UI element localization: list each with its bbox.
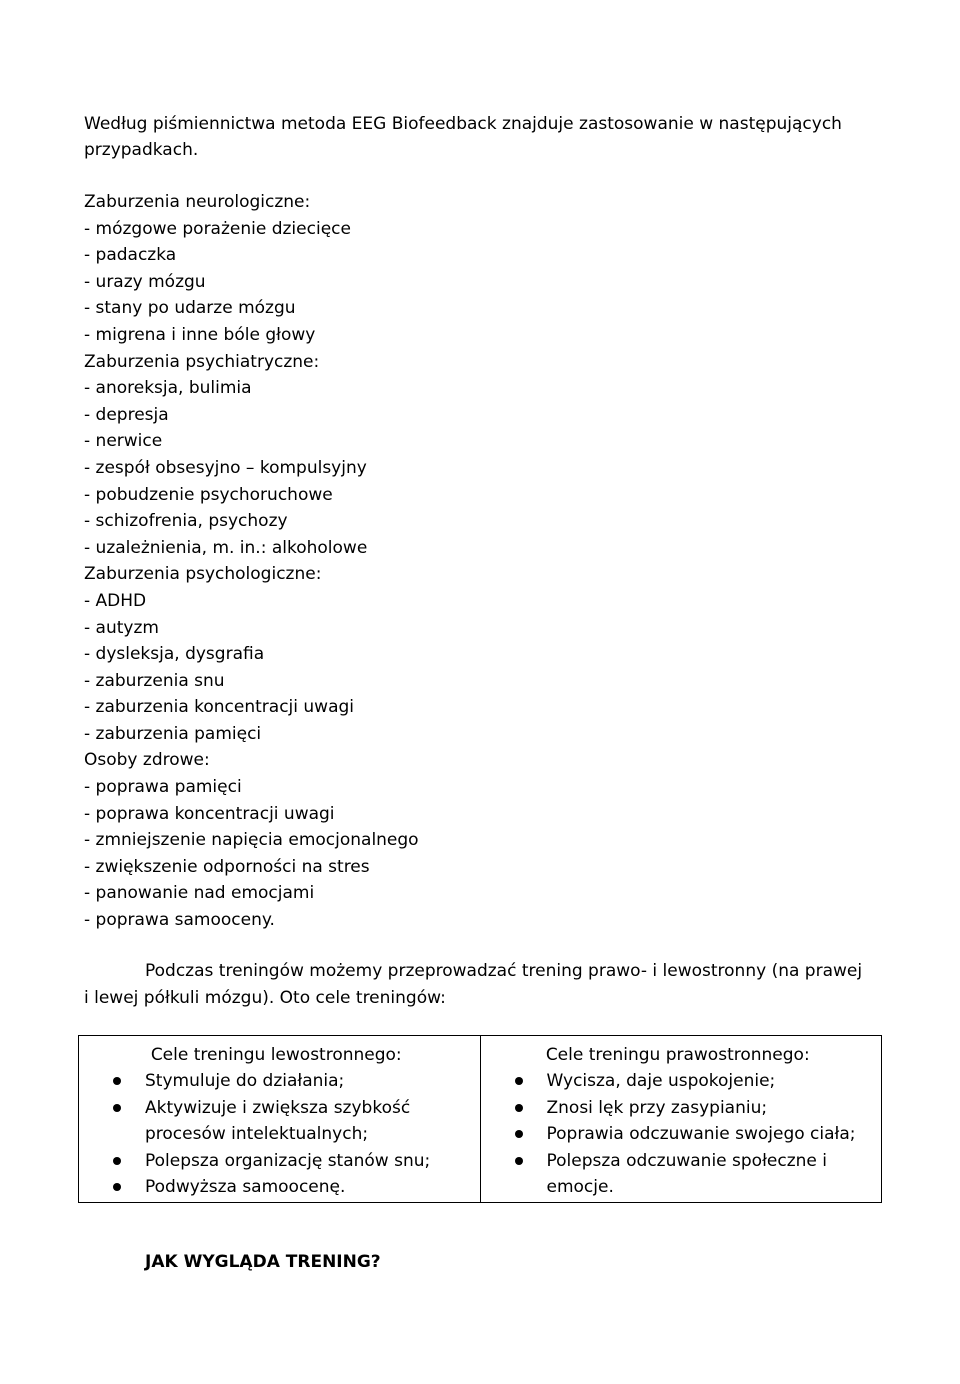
- list-item: - zaburzenia pamięci: [84, 723, 262, 744]
- list-item: - pobudzenie psychoruchowe: [84, 484, 333, 505]
- list-item: - uzależnienia, m. in.: alkoholowe: [84, 537, 368, 558]
- list-item: Podwyższa samoocenę.: [79, 1174, 474, 1200]
- section-heading: JAK WYGLĄDA TRENING?: [145, 1252, 381, 1272]
- list-item: - depresja: [84, 404, 169, 425]
- list-item: - nerwice: [84, 431, 163, 452]
- bullet-icon: [515, 1157, 523, 1165]
- list-item: - poprawa samooceny.: [84, 910, 275, 931]
- training-goals-table: [78, 1035, 882, 1203]
- bullet-icon: [113, 1104, 121, 1112]
- list-item: - stany po udarze mózgu: [84, 298, 296, 319]
- bullet-icon: [515, 1077, 523, 1085]
- training-paragraph: [84, 958, 884, 1012]
- list-item: Poprawia odczuwanie swojego ciała;: [481, 1121, 876, 1147]
- list-item: Aktywizuje i zwiększa szybkość procesów intelektualnych;: [79, 1095, 474, 1148]
- bullet-icon: [515, 1104, 523, 1112]
- right-goals-list: [481, 1068, 876, 1200]
- list-item: Znosi lęk przy zasypianiu;: [481, 1095, 876, 1121]
- bullet-icon: [113, 1077, 121, 1085]
- list-item: - anoreksja, bulimia: [84, 378, 252, 399]
- bullet-icon: [515, 1130, 523, 1138]
- list-item: - schizofrenia, psychozy: [84, 511, 288, 532]
- left-goals-header: Cele treningu lewostronnego:: [150, 1045, 402, 1065]
- list-item: - autyzm: [84, 617, 159, 638]
- list-item: Polepsza odczuwanie społeczne i emocje.: [481, 1148, 876, 1201]
- list-item: - zwiększenie odporności na stres: [84, 856, 370, 877]
- right-goals-cell: [480, 1036, 882, 1203]
- list-item: - urazy mózgu: [84, 271, 206, 292]
- list-item: - poprawa pamięci: [84, 777, 242, 798]
- list-item: - dysleksja, dysgrafia: [84, 644, 265, 665]
- category-heading: Zaburzenia psychologiczne:: [84, 564, 322, 585]
- list-item: - ADHD: [84, 590, 147, 611]
- bullet-icon: [113, 1183, 121, 1191]
- left-goals-list: [79, 1068, 474, 1200]
- list-item: - mózgowe porażenie dziecięce: [84, 218, 351, 239]
- list-item: Stymuluje do działania;: [79, 1068, 474, 1094]
- list-item: - padaczka: [84, 245, 177, 266]
- left-goals-cell: [79, 1036, 481, 1203]
- list-item: - zespół obsesyjno – kompulsyjny: [84, 457, 367, 478]
- list-item: - poprawa koncentracji uwagi: [84, 803, 335, 824]
- list-item: - panowanie nad emocjami: [84, 883, 315, 904]
- list-item: - zaburzenia koncentracji uwagi: [84, 697, 355, 718]
- list-item: - migrena i inne bóle głowy: [84, 324, 316, 345]
- intro-line-2: przypadkach.: [84, 140, 199, 160]
- indications-list: [84, 189, 419, 934]
- list-item: Wycisza, daje uspokojenie;: [481, 1068, 876, 1094]
- intro-line-1: Według piśmiennictwa metoda EEG Biofeedback znajduje zastosowanie w następujących: [84, 114, 842, 134]
- right-goals-header: Cele treningu prawostronnego:: [545, 1045, 810, 1065]
- category-heading: Zaburzenia neurologiczne:: [84, 192, 311, 212]
- category-heading: Zaburzenia psychiatryczne:: [84, 351, 320, 372]
- list-item: - zaburzenia snu: [84, 670, 225, 691]
- category-heading: Osoby zdrowe:: [84, 750, 210, 771]
- training-paragraph-line-2: i lewej półkuli mózgu). Oto cele treningów:: [84, 988, 446, 1008]
- list-item: Polepsza organizację stanów snu;: [79, 1148, 474, 1174]
- bullet-icon: [113, 1157, 121, 1165]
- training-paragraph-line-1: Podczas treningów możemy przeprowadzać trening prawo- i lewostronny (na prawej: [145, 961, 863, 981]
- list-item: - zmniejszenie napięcia emocjonalnego: [84, 830, 419, 851]
